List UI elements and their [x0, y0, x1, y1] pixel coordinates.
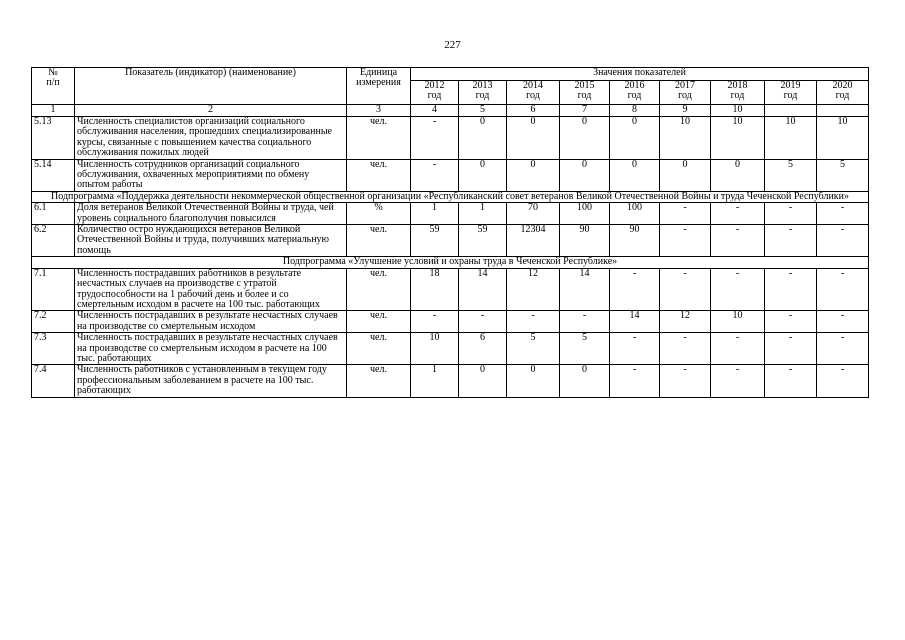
- unit-cell: чел.: [347, 159, 411, 191]
- value-cell: 5: [507, 333, 560, 365]
- value-cell: -: [817, 268, 869, 311]
- header-values-title: Значения показателей: [411, 68, 869, 81]
- value-cell: -: [411, 159, 459, 191]
- value-cell: -: [610, 333, 660, 365]
- unit-cell: чел.: [347, 365, 411, 397]
- indicator-name: Доля ветеранов Великой Отечественной Войны и труда, чей уровень социального благополучия повысился: [75, 203, 347, 225]
- value-cell: -: [817, 203, 869, 225]
- value-cell: -: [765, 311, 817, 333]
- value-cell: -: [765, 365, 817, 397]
- value-cell: -: [765, 225, 817, 257]
- value-cell: 0: [711, 159, 765, 191]
- column-number: 2: [75, 105, 347, 117]
- value-cell: -: [711, 268, 765, 311]
- value-cell: -: [660, 365, 711, 397]
- value-cell: -: [560, 311, 610, 333]
- value-cell: -: [765, 333, 817, 365]
- value-cell: 18: [411, 268, 459, 311]
- value-cell: -: [660, 333, 711, 365]
- column-number: 4: [411, 105, 459, 117]
- indicator-name: Численность работников с установленным в текущем году профессиональным заболеванием в расчете на 100 тыс. работающих: [75, 365, 347, 397]
- value-cell: 70: [507, 203, 560, 225]
- value-cell: -: [765, 203, 817, 225]
- row-number: 5.13: [32, 117, 75, 160]
- table-header: [32, 68, 869, 117]
- value-cell: 1: [459, 203, 507, 225]
- value-cell: -: [817, 311, 869, 333]
- value-cell: -: [459, 311, 507, 333]
- value-cell: -: [711, 365, 765, 397]
- value-cell: -: [660, 203, 711, 225]
- header-year: 2020 год: [817, 81, 869, 105]
- value-cell: 59: [411, 225, 459, 257]
- unit-cell: чел.: [347, 268, 411, 311]
- subprogram-row: [32, 257, 869, 268]
- value-cell: 0: [560, 159, 610, 191]
- value-cell: 0: [507, 117, 560, 160]
- value-cell: -: [610, 365, 660, 397]
- value-cell: -: [660, 268, 711, 311]
- value-cell: 0: [610, 159, 660, 191]
- value-cell: 1: [411, 365, 459, 397]
- column-number: 9: [660, 105, 711, 117]
- value-cell: 0: [459, 117, 507, 160]
- value-cell: 10: [711, 311, 765, 333]
- subprogram-title: Подпрограмма «Поддержка деятельности некоммерческой общественной организации «Республиканский совет ветеранов Великой Отечественной Войны и труда Чеченской Республики»: [32, 191, 869, 202]
- indicator-name: Численность пострадавших в результате несчастных случаев на производстве со смертельным исходом: [75, 311, 347, 333]
- table-row: [32, 365, 869, 397]
- value-cell: -: [411, 117, 459, 160]
- subprogram-title: Подпрограмма «Улучшение условий и охраны труда в Чеченской Республике»: [32, 257, 869, 268]
- table-row: [32, 159, 869, 191]
- value-cell: 12304: [507, 225, 560, 257]
- value-cell: 6: [459, 333, 507, 365]
- row-number: 7.3: [32, 333, 75, 365]
- row-number: 7.1: [32, 268, 75, 311]
- unit-cell: чел.: [347, 225, 411, 257]
- table-row: [32, 225, 869, 257]
- value-cell: 5: [560, 333, 610, 365]
- value-cell: 5: [765, 159, 817, 191]
- indicators-table: [31, 67, 869, 398]
- value-cell: 12: [507, 268, 560, 311]
- column-number: 3: [347, 105, 411, 117]
- header-year: 2019 год: [765, 81, 817, 105]
- table-row: [32, 117, 869, 160]
- value-cell: -: [765, 268, 817, 311]
- indicator-name: Количество остро нуждающихся ветеранов Великой Отечественной Войны и труда, получивших материальную помощь: [75, 225, 347, 257]
- value-cell: 0: [610, 117, 660, 160]
- indicator-name: Численность сотрудников организаций социального обслуживания, охваченных мероприятиями по обмену опытом работы: [75, 159, 347, 191]
- value-cell: 14: [610, 311, 660, 333]
- value-cell: -: [817, 333, 869, 365]
- value-cell: 0: [459, 159, 507, 191]
- unit-cell: чел.: [347, 333, 411, 365]
- column-number: [817, 105, 869, 117]
- header-year: 2017 год: [660, 81, 711, 105]
- value-cell: 10: [711, 117, 765, 160]
- table-row: [32, 203, 869, 225]
- value-cell: 0: [507, 365, 560, 397]
- value-cell: 10: [660, 117, 711, 160]
- indicator-name: Численность специалистов организаций социального обслуживания населения, прошедших специализированные курсы, связанные с повышением качества социального обслуживания пожилых людей: [75, 117, 347, 160]
- column-number: 10: [711, 105, 765, 117]
- header-year: 2015 год: [560, 81, 610, 105]
- header-indicator: Показатель (индикатор) (наименование): [75, 68, 347, 105]
- header-unit: [347, 68, 411, 105]
- table-row: [32, 268, 869, 311]
- header-num-text: № п/п: [46, 67, 60, 89]
- value-cell: 10: [765, 117, 817, 160]
- value-cell: 0: [560, 365, 610, 397]
- value-cell: 90: [610, 225, 660, 257]
- value-cell: 0: [660, 159, 711, 191]
- value-cell: 14: [560, 268, 610, 311]
- value-cell: 12: [660, 311, 711, 333]
- unit-cell: %: [347, 203, 411, 225]
- value-cell: -: [610, 268, 660, 311]
- indicator-name: Численность пострадавших в результате несчастных случаев на производстве со смертельным исходом в расчете на 100 тыс. работающих: [75, 333, 347, 365]
- value-cell: -: [660, 225, 711, 257]
- value-cell: 100: [610, 203, 660, 225]
- subprogram-row: [32, 191, 869, 202]
- row-number: 5.14: [32, 159, 75, 191]
- value-cell: 10: [411, 333, 459, 365]
- header-year: 2013 год: [459, 81, 507, 105]
- unit-cell: чел.: [347, 311, 411, 333]
- value-cell: -: [817, 365, 869, 397]
- value-cell: 0: [459, 365, 507, 397]
- page-number: 227: [444, 39, 461, 51]
- row-number: 7.2: [32, 311, 75, 333]
- column-number: 6: [507, 105, 560, 117]
- value-cell: -: [817, 225, 869, 257]
- row-number: 6.2: [32, 225, 75, 257]
- column-number: 7: [560, 105, 610, 117]
- value-cell: 0: [560, 117, 610, 160]
- header-unit-text: Единица измерения: [356, 67, 401, 89]
- column-number: 5: [459, 105, 507, 117]
- table-row: [32, 311, 869, 333]
- value-cell: 5: [817, 159, 869, 191]
- value-cell: 59: [459, 225, 507, 257]
- column-number: 1: [32, 105, 75, 117]
- header-year: 2018 год: [711, 81, 765, 105]
- value-cell: -: [711, 203, 765, 225]
- row-number: 7.4: [32, 365, 75, 397]
- column-number: [765, 105, 817, 117]
- header-year: 2014 год: [507, 81, 560, 105]
- value-cell: 10: [817, 117, 869, 160]
- header-num: [32, 68, 75, 105]
- unit-cell: чел.: [347, 117, 411, 160]
- indicator-name: Численность пострадавших работников в результате несчастных случаев на производстве с утратой трудоспособности на 1 рабочий день и более и со смертельным исходом в расчете на 100 тыс. работающих: [75, 268, 347, 311]
- header-year: 2016 год: [610, 81, 660, 105]
- table-body: [32, 117, 869, 398]
- value-cell: 100: [560, 203, 610, 225]
- column-number: 8: [610, 105, 660, 117]
- value-cell: 1: [411, 203, 459, 225]
- header-year: 2012 год: [411, 81, 459, 105]
- table-row: [32, 333, 869, 365]
- value-cell: 90: [560, 225, 610, 257]
- value-cell: -: [711, 333, 765, 365]
- value-cell: -: [411, 311, 459, 333]
- value-cell: -: [507, 311, 560, 333]
- value-cell: 0: [507, 159, 560, 191]
- value-cell: 14: [459, 268, 507, 311]
- value-cell: -: [711, 225, 765, 257]
- row-number: 6.1: [32, 203, 75, 225]
